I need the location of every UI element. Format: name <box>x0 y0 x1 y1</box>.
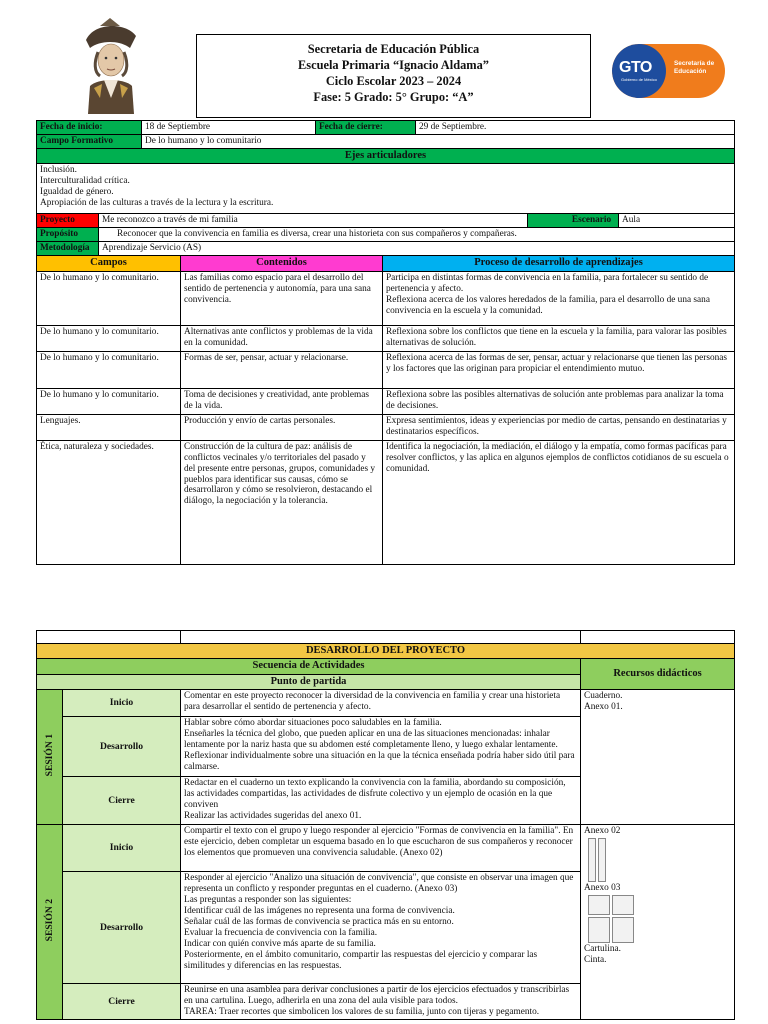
campo-formativo-value: De lo humano y lo comunitario <box>142 134 735 148</box>
proposito-row <box>37 228 735 242</box>
row-pda: Expresa sentimientos, ideas y experiencias por medio de cartas, pensando en destinatarias y destinatarios específicos. <box>383 414 735 440</box>
secretaria-line: Secretaría de <box>674 60 715 67</box>
escenario-label: Escenario <box>528 214 619 228</box>
stage-row <box>37 825 735 872</box>
metodologia-label: Metodología <box>37 242 99 256</box>
hero-portrait <box>80 18 140 114</box>
stage-text <box>181 984 581 1020</box>
ejes-header-row <box>37 148 735 163</box>
content-row <box>37 414 735 440</box>
recurso-item: Anexo 01. <box>584 702 623 713</box>
picture-thumbnail-icon <box>612 895 634 915</box>
row-contenido: Alternativas ante conflictos y problemas de la vida en la comunidad. <box>181 325 383 351</box>
header-line: Secretaria de Educación Pública <box>307 42 480 56</box>
gto-brand: GTO <box>619 59 652 76</box>
row-contenido: Toma de decisiones y creatividad, ante problemas de la vida. <box>181 388 383 414</box>
proposito-label: Propósito <box>37 228 99 242</box>
stage-name: Cierre <box>63 984 181 1020</box>
metodologia-value: Aprendizaje Servicio (AS) <box>99 242 735 256</box>
ejes-list <box>37 164 735 214</box>
desarrollo-title: DESARROLLO DEL PROYECTO <box>37 644 735 659</box>
stage-line: Las preguntas a responder son las siguientes: <box>184 895 352 906</box>
anexo02-thumbnails <box>584 837 731 883</box>
blank-cell <box>581 631 735 644</box>
content-row <box>37 351 735 388</box>
blank-cell <box>37 631 181 644</box>
fecha-inicio-value: 18 de Septiembre <box>142 121 316 135</box>
secuencia-row <box>37 659 735 674</box>
stage-name: Inicio <box>63 825 181 872</box>
anexo03-thumbnails <box>584 894 731 944</box>
recurso-item: Cuaderno. <box>584 691 623 702</box>
session-label <box>37 825 63 1020</box>
col-contenidos: Contenidos <box>181 256 383 271</box>
blank-cell <box>181 631 581 644</box>
escenario-value: Aula <box>619 214 735 228</box>
gto-tagline: Gobierno de México <box>621 77 657 82</box>
stage-name: Desarrollo <box>63 872 181 984</box>
proposito-value: Reconocer que la convivencia en familia es diversa, crear una historieta con sus compañeros y compañeras. <box>99 228 735 242</box>
session-label <box>37 690 63 825</box>
campo-formativo-label: Campo Formativo <box>37 134 142 148</box>
pda-item: Reflexiona acerca de los valores heredados de la familia, para el desarrollo de una sana convivencia en la escuela y la comunidad. <box>386 294 710 316</box>
eje-item: Igualdad de género. <box>40 187 114 198</box>
stage-name: Inicio <box>63 690 181 717</box>
fecha-cierre-label: Fecha de cierre: <box>316 121 416 135</box>
stage-text: Compartir el texto con el grupo y luego responder al ejercicio "Formas de convivencia en la familia". En este ejercicio, deben completar un esquema basado en lo que escucharon de sus compañeros y reconocer los elementos que promueven una convivencia saludable. (Anexo 02) <box>181 825 581 872</box>
content-row <box>37 440 735 564</box>
content-row <box>37 271 735 325</box>
pda-item: Participa en distintas formas de convivencia en la familia, para fortalecer su sentido de pertenencia y afecto. <box>386 272 709 294</box>
recursos-cell <box>581 690 735 825</box>
desarrollo-table <box>36 630 735 1020</box>
desarrollo-title-row <box>37 644 735 659</box>
dates-row <box>37 121 735 135</box>
row-pda: Identifica la negociación, la mediación, el diálogo y la empatía, como formas pacíficas para resolver conflictos, y las aplica en algunos ejemplos de conflictos cotidianos de su escuela o comunidad. <box>383 440 735 564</box>
stage-line: Posteriormente, en el ámbito comunitario, compartir las respuestas del ejercicio y comparar las similitudes y diferencias en las respuestas. <box>184 949 538 971</box>
campo-row <box>37 134 735 148</box>
metodologia-row <box>37 242 735 256</box>
stage-line: Realizar las actividades sugeridas del anexo 01. <box>184 811 362 822</box>
proyecto-row <box>37 214 735 228</box>
ejes-label: Ejes articuladores <box>37 148 735 163</box>
col-campos: Campos <box>37 256 181 271</box>
stage-line: Enseñarles la técnica del globo, que pueden aplicar en una de las situaciones mencionadas: inhalar lentamente por la nariz hasta que su abdomen esté completamente lleno, y luego exhalar lentamente. <box>184 729 558 751</box>
stage-line: Responder al ejercicio "Analizo una situación de convivencia", que consiste en observar una imagen que representa un conflicto y responder preguntas en el cuaderno. (Anexo 03) <box>184 873 574 895</box>
picture-thumbnail-icon <box>612 917 634 943</box>
row-pda: Reflexiona sobre las posibles alternativas de solución ante problemas para analizar la toma de decisiones. <box>383 388 735 414</box>
row-campo: De lo humano y lo comunitario. <box>37 351 181 388</box>
plan-table <box>36 120 735 565</box>
worksheet-thumbnail-icon <box>588 838 596 882</box>
stage-line: Hablar sobre cómo abordar situaciones poco saludables en la familia. <box>184 718 442 729</box>
header-line: Ciclo Escolar 2023 – 2024 <box>325 74 462 89</box>
stage-text <box>181 777 581 825</box>
row-contenido: Formas de ser, pensar, actuar y relacionarse. <box>181 351 383 388</box>
eje-item: Inclusión. <box>40 165 77 176</box>
recurso-item: Cartulina. <box>584 944 621 955</box>
stage-text: Comentar en este proyecto reconocer la diversidad de la convivencia en familia y crear una historieta para desarrollar el sentido de pertenencia y afecto. <box>181 690 581 717</box>
eje-item: Apropiación de las culturas a través de la lectura y la escritura. <box>40 198 274 209</box>
row-pda <box>383 271 735 325</box>
fecha-cierre-value: 29 de Septiembre. <box>416 121 735 135</box>
stage-line: TAREA: Traer recortes que simbolicen los valores de su familia, junto con tijeras y pegamento. <box>184 1007 540 1018</box>
secuencia-label: Secuencia de Actividades <box>37 659 581 674</box>
content-row <box>37 388 735 414</box>
stage-line: Señalar cuál de las formas de convivencia se practica más en su entorno. <box>184 917 454 927</box>
blank-row <box>37 631 735 644</box>
worksheet-thumbnail-icon <box>598 838 606 882</box>
stage-line: Evaluar la frecuencia de convivencia con la familia. <box>184 927 378 938</box>
row-campo: De lo humano y lo comunitario. <box>37 325 181 351</box>
stage-row <box>37 690 735 717</box>
row-contenido: Producción y envío de cartas personales. <box>181 414 383 440</box>
row-campo: De lo humano y lo comunitario. <box>37 271 181 325</box>
fecha-inicio-label: Fecha de inicio: <box>37 121 142 135</box>
secretaria-line: Educación <box>674 68 707 76</box>
stage-text <box>181 717 581 777</box>
row-campo: De lo humano y lo comunitario. <box>37 388 181 414</box>
proyecto-value: Me reconozco a través de mi familia <box>99 214 528 228</box>
col-pda: Proceso de desarrollo de aprendizajes <box>383 256 735 271</box>
stage-name: Desarrollo <box>63 717 181 777</box>
gto-logo <box>612 44 725 98</box>
recurso-item: Cinta. <box>584 955 607 966</box>
row-pda: Reflexiona acerca de las formas de ser, pensar, actuar y relacionarse que tienen las personas y los factores que las originan para propiciar el entendimiento mutuo. <box>383 351 735 388</box>
picture-thumbnail-icon <box>588 895 610 915</box>
picture-thumbnail-icon <box>588 917 610 943</box>
stage-name: Cierre <box>63 777 181 825</box>
row-campo: Lenguajes. <box>37 414 181 440</box>
recurso-item: Anexo 02 <box>584 826 621 837</box>
row-campo: Ética, naturaleza y sociedades. <box>37 440 181 564</box>
stage-line: Indicar con quién convive más aparte de su familia. <box>184 938 376 949</box>
row-contenido: Las familias como espacio para el desarrollo del sentido de pertenencia y autonomía, para una sana convivencia. <box>181 271 383 325</box>
header-line: Fase: 5 Grado: 5° Grupo: “A” <box>313 90 474 105</box>
stage-text <box>181 872 581 984</box>
columns-header-row <box>37 256 735 271</box>
proyecto-label: Proyecto <box>37 214 99 228</box>
school-header <box>196 34 591 118</box>
recursos-label: Recursos didácticos <box>581 659 735 690</box>
session-label-text: SESIÓN 2 <box>43 898 55 942</box>
recursos-cell <box>581 825 735 1020</box>
row-pda: Reflexiona sobre los conflictos que tiene en la escuela y la familia, para valorar las posibles alternativas de solución. <box>383 325 735 351</box>
eje-item: Interculturalidad crítica. <box>40 176 130 187</box>
stage-line: Identificar cuál de las imágenes no representa una forma de convivencia. <box>184 906 455 917</box>
secretaria-text <box>674 60 714 77</box>
punto-label: Punto de partida <box>37 674 581 689</box>
stage-line: Redactar en el cuaderno un texto explicando la convivencia con la familia, abordando su composición, las actividades compartidas, las actividades de disfrute colectivo y un ejemplo de ocasión en la que conviven <box>184 778 566 811</box>
ejes-row <box>37 164 735 214</box>
stage-line: Reflexionar individualmente sobre una situación en la que la técnica enseñada podría haber sido útil para calmarse. <box>184 751 575 772</box>
gto-badge <box>612 44 666 98</box>
session-label-text: SESIÓN 1 <box>43 733 55 777</box>
content-row <box>37 325 735 351</box>
recurso-item: Anexo 03 <box>584 883 621 894</box>
stage-line: Reunirse en una asamblea para derivar conclusiones a partir de los ejercicios efectuados y transcribirlas en una cartulina. Luego, adherirla en una zona del aula visible para todos. <box>184 985 570 1007</box>
header-line: Escuela Primaria “Ignacio Aldama” <box>297 58 489 73</box>
row-contenido: Construcción de la cultura de paz: análisis de conflictos vecinales y/o territoriales del pasado y del presente entre personas, grupos, comunidades y pueblos para identificar sus causas, cómo se desarrollaron y cómo se resolvieron, destacando el diálogo, la negociación y la tolerancia. <box>181 440 383 564</box>
